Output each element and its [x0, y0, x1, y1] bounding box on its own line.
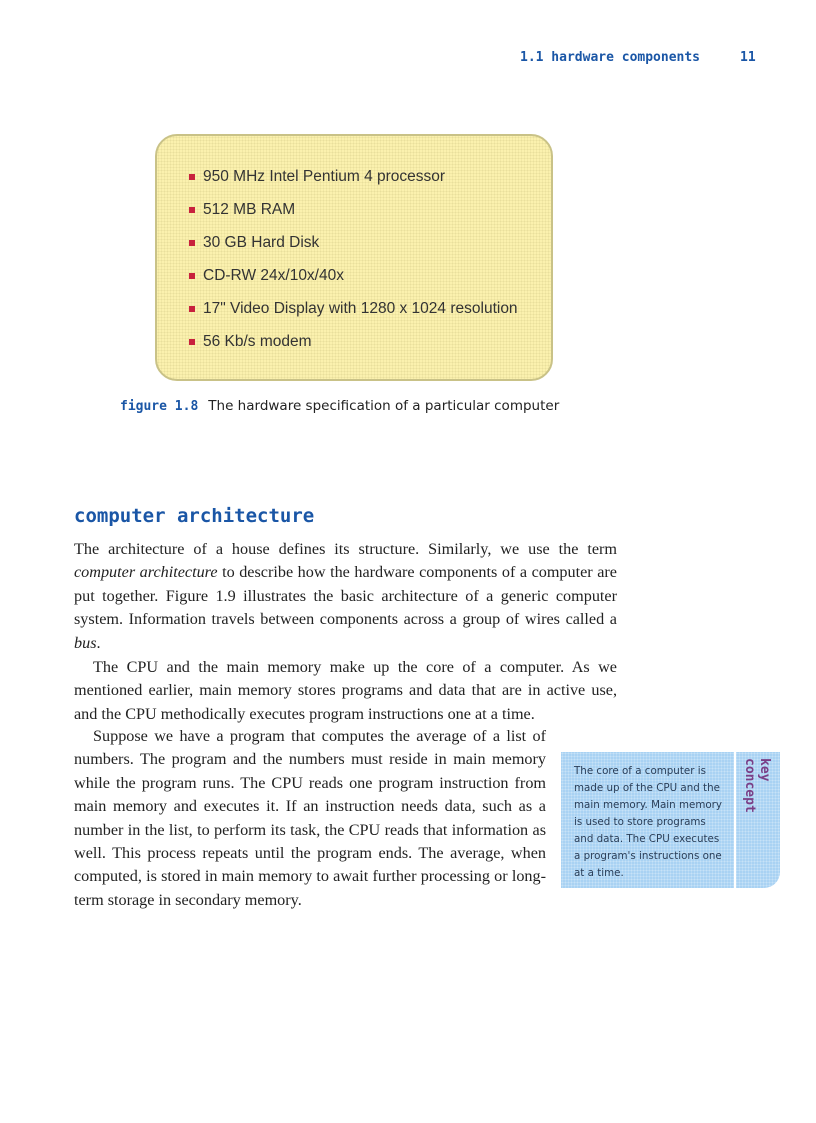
spec-item [189, 231, 518, 264]
bullet-square-icon [189, 339, 195, 345]
paragraph-3: Suppose we have a program that computes the average of a list of numbers. The program and the numbers must reside in main memory while the program runs. The CPU reads one program instruction from main memory and executes it. If an instruction needs data, such as a number in the list, to perform its task, the CPU reads that information as well. This process repeats until the program ends. The average, when computed, is stored in main memory to await further processing or long-term storage in secondary memory. [74, 727, 546, 909]
spec-item [189, 330, 518, 363]
key-concept-tab [736, 752, 780, 888]
key-label-line2: concept [742, 758, 757, 813]
running-head-section: 1.1 hardware components [520, 50, 701, 65]
hardware-spec-list [189, 165, 518, 363]
bullet-square-icon [189, 240, 195, 246]
spec-item-text: 56 Kb/s modem [203, 333, 312, 350]
bullet-square-icon [189, 207, 195, 213]
spec-item [189, 198, 518, 231]
bullet-square-icon [189, 306, 195, 312]
p1-middle: to describe how the hardware components of a computer are put together. Figure 1.9 illustrates the basic architecture of a generic computer system. Information travels between components across a group of wires called a [74, 563, 617, 629]
spec-item [189, 297, 518, 330]
figure-label: figure 1.8 [120, 399, 199, 414]
key-concept-text: The core of a computer is made up of the CPU and the main memory. Main memory is used to store programs and data. The CPU executes a program's instructions one at a time. [574, 765, 722, 879]
figure-caption-text: The hardware specification of a particular computer [208, 398, 560, 414]
key-label-line1: key [757, 758, 772, 782]
page-number: 11 [740, 50, 756, 65]
paragraph-2: The CPU and the main memory make up the core of a computer. As we mentioned earlier, main memory stores programs and data that are in active use, and the CPU methodically executes program instructions one at a time. [74, 658, 617, 723]
spec-item-text: CD-RW 24x/10x/40x [203, 267, 344, 284]
section-title: computer architecture [74, 505, 315, 527]
p1-before: The architecture of a house defines its structure. Similarly, we use the term [74, 540, 617, 558]
bullet-square-icon [189, 174, 195, 180]
spec-item [189, 264, 518, 297]
spec-item [189, 165, 518, 198]
paragraph-1 [74, 538, 617, 655]
spec-item-text: 30 GB Hard Disk [203, 234, 320, 251]
bullet-square-icon [189, 273, 195, 279]
p1-end: . [96, 633, 101, 652]
key-concept-label [742, 758, 772, 813]
spec-item-text: 17" Video Display with 1280 x 1024 resolution [203, 300, 518, 317]
key-concept-box [561, 752, 780, 888]
p1-term-bus: bus [74, 633, 97, 652]
spec-item-text: 512 MB RAM [203, 201, 296, 218]
figure-caption [120, 398, 559, 415]
spec-item-text: 950 MHz Intel Pentium 4 processor [203, 168, 446, 185]
hardware-spec-box [155, 134, 553, 381]
p1-term: computer architecture [74, 563, 218, 582]
